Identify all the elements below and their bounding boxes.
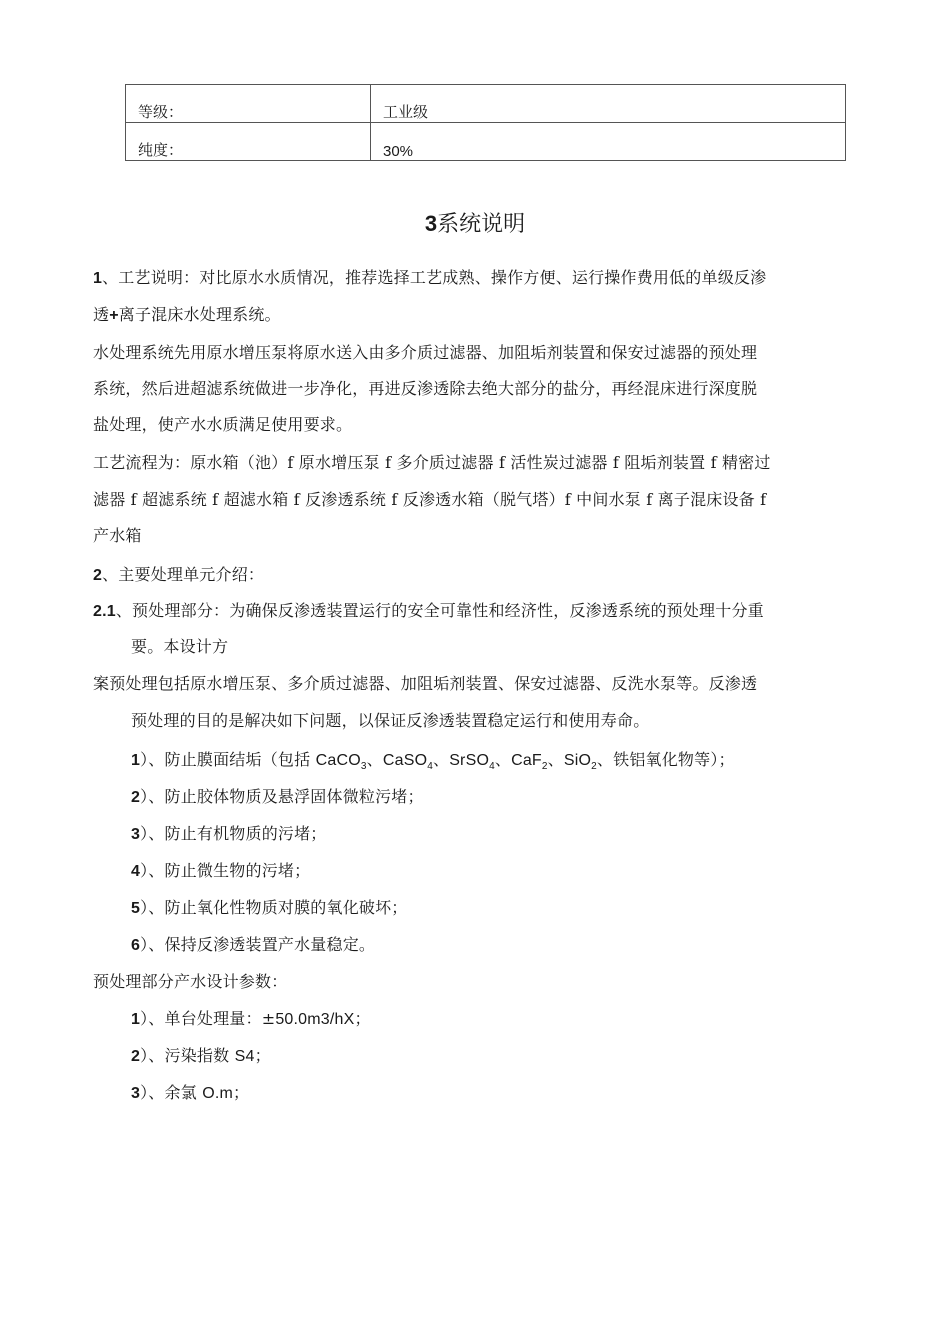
text: 、预处理部分：为确保反渗透装置运行的安全可靠性和经济性，反渗透系统的预处理十分重 xyxy=(115,601,764,620)
text: 、主要处理单元介绍： xyxy=(102,565,265,584)
value: S4 xyxy=(234,1048,255,1065)
paragraph-line: 水处理系统先用原水增压泵将原水送入由多介质过滤器、加阻垢剂装置和保安过滤器的预处理 xyxy=(93,343,758,362)
item-number: 3 xyxy=(131,826,141,843)
subscript: 2 xyxy=(591,761,597,773)
spec-table xyxy=(125,84,846,161)
formula: SrSO xyxy=(449,752,490,769)
list-item xyxy=(131,1006,371,1029)
text: ）、防止氧化性物质对膜的氧化破坏； xyxy=(140,898,408,917)
text: ）、单台处理量：± xyxy=(140,1009,276,1028)
list-item xyxy=(131,1043,271,1066)
table-cell-label: 纯度： xyxy=(126,123,371,161)
item-number: 2 xyxy=(131,789,141,806)
plus-sign: + xyxy=(109,307,119,324)
paragraph-line: 要。本设计方 xyxy=(131,637,229,656)
text: ）、防止微生物的污堵； xyxy=(140,861,311,880)
section-title xyxy=(0,207,950,238)
text: 离子混床水处理系统。 xyxy=(118,305,281,324)
paragraph-line xyxy=(93,598,764,621)
formula: CaF xyxy=(511,752,542,769)
item-number: 3 xyxy=(131,1085,141,1102)
text: ； xyxy=(254,1046,271,1065)
item-number: 2 xyxy=(93,567,103,584)
list-item xyxy=(131,747,735,772)
item-number: 2 xyxy=(131,1048,141,1065)
text: ）、保持反渗透装置产水量稳定。 xyxy=(140,935,376,954)
item-number: 1 xyxy=(93,270,103,287)
paragraph-line xyxy=(93,265,766,288)
text: ； xyxy=(354,1009,371,1028)
text: 、 xyxy=(366,750,383,769)
value: 50.0m3/hX xyxy=(275,1011,355,1028)
text: 、 xyxy=(547,750,564,769)
text: 、 xyxy=(494,750,512,769)
item-number: 1 xyxy=(131,1011,141,1028)
formula: CaSO xyxy=(382,752,428,769)
paragraph-line: 盐处理，使产水水质满足使用要求。 xyxy=(93,415,353,434)
paragraph-line: 滤器 f 超滤系统 f 超滤水箱 f 反渗透系统 f 反渗透水箱（脱气塔）f 中间水泵 f 离子混床设备 f xyxy=(93,490,767,509)
item-number: 5 xyxy=(131,900,141,917)
paragraph-line: 系统，然后进超滤系统做进一步净化，再进反渗透除去绝大部分的盐分，再经混床进行深度脱 xyxy=(93,379,758,398)
list-item xyxy=(131,784,424,807)
formula: SiO xyxy=(563,752,592,769)
item-number: 6 xyxy=(131,937,141,954)
text: ）、防止有机物质的污堵； xyxy=(140,824,327,843)
paragraph-line: 预处理的目的是解决如下问题，以保证反渗透装置稳定运行和使用寿命。 xyxy=(131,711,650,730)
section-title-text: 系统说明 xyxy=(437,212,526,237)
subscript: 4 xyxy=(427,761,433,773)
text: 、 xyxy=(432,750,450,769)
table-cell-value: 工业级 xyxy=(371,85,846,123)
paragraph-line xyxy=(93,302,281,325)
text: 、工艺说明：对比原水水质情况，推荐选择工艺成熟、操作方便、运行操作费用低的单级反渗 xyxy=(102,268,767,287)
item-number: 1 xyxy=(131,752,141,769)
paragraph-line: 产水箱 xyxy=(93,526,142,545)
list-item xyxy=(131,858,310,881)
text: ）、防止胶体物质及悬浮固体微粒污堵； xyxy=(140,787,424,806)
text: ）、余氯 xyxy=(140,1083,203,1102)
subscript: 2 xyxy=(541,761,548,773)
table-cell-value: 30% xyxy=(371,123,846,161)
subscript: 3 xyxy=(360,761,367,773)
value: O.m xyxy=(202,1085,234,1102)
params-heading: 预处理部分产水设计参数： xyxy=(93,972,288,991)
table-row xyxy=(126,123,846,161)
text: 透 xyxy=(93,305,110,324)
table-cell-label: 等级： xyxy=(126,85,371,123)
text: 、铁铝氧化物等）； xyxy=(596,750,735,769)
text: ； xyxy=(233,1083,250,1102)
list-item xyxy=(131,1080,249,1103)
item-number: 2.1 xyxy=(93,603,116,620)
section-number: 3 xyxy=(424,211,438,236)
text: ）、污染指数 xyxy=(140,1046,235,1065)
formula: CaCO xyxy=(315,752,361,769)
paragraph-line xyxy=(93,562,264,585)
paragraph-line: 工艺流程为：原水箱（池）f 原水增压泵 f 多介质过滤器 f 活性炭过滤器 f 阻垢剂装置 f 精密过 xyxy=(93,453,771,472)
list-item xyxy=(131,895,408,918)
item-number: 4 xyxy=(131,863,141,880)
subscript: 4 xyxy=(489,761,495,773)
table-row xyxy=(126,85,846,123)
paragraph-line: 案预处理包括原水增压泵、多介质过滤器、加阻垢剂装置、保安过滤器、反洗水泵等。反渗透 xyxy=(93,674,758,693)
text: ）、防止膜面结垢（包括 xyxy=(140,750,316,769)
list-item xyxy=(131,932,375,955)
list-item xyxy=(131,821,327,844)
